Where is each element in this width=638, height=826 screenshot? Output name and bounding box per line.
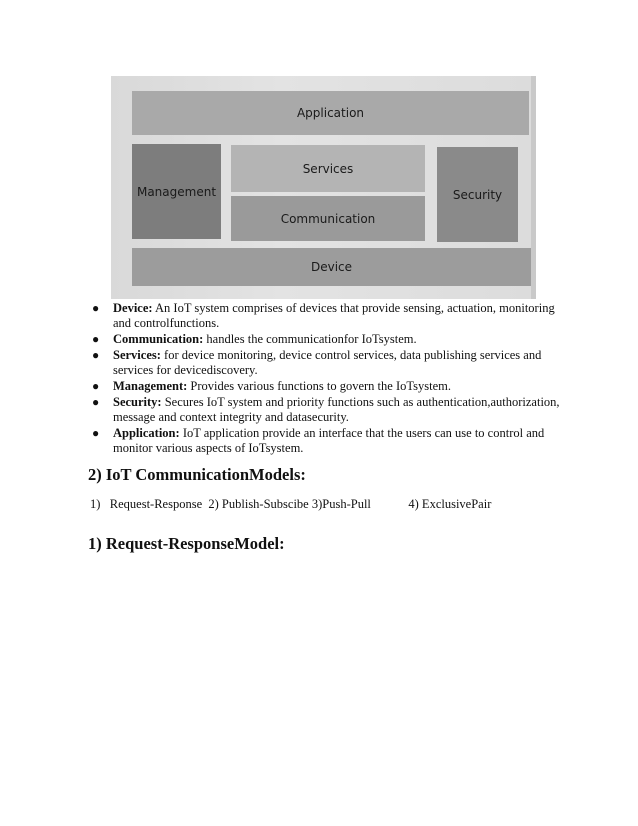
bullet-text: IoT application provide an interface that the users can use to control and monitor various aspects of IoTsystem. [113, 426, 545, 455]
bullet-icon: ● [92, 348, 100, 362]
bullet-term: Management: [113, 379, 188, 393]
list-item [90, 379, 570, 394]
application-layer [132, 91, 529, 135]
security-block [437, 147, 518, 242]
models-list-line: 1) Request-Response 2) Publish-Subscibe 3)Push-Pull 4) ExclusivePair [90, 497, 492, 511]
bullet-term: Services: [113, 348, 161, 362]
services-layer [231, 145, 425, 192]
layer-description-list [90, 301, 570, 457]
management-label: Management [136, 184, 217, 199]
communication-layer [231, 196, 425, 241]
bullet-term: Security: [113, 395, 162, 409]
section-heading-communication-models: 2) IoT CommunicationModels: [88, 465, 306, 484]
list-item [90, 332, 570, 347]
section-heading-request-response: 1) Request-ResponseModel: [88, 534, 285, 553]
bullet-text: for device monitoring, device control services, data publishing services and services for devicediscovery. [113, 348, 542, 377]
bullet-icon: ● [92, 379, 100, 393]
device-label: Device [310, 260, 353, 274]
security-label: Security [452, 187, 503, 202]
list-item [90, 426, 570, 456]
bullet-text: An IoT system comprises of devices that provide sensing, actuation, monitoring and controlfunctions. [113, 301, 555, 330]
bullet-icon: ● [92, 395, 100, 409]
photo-edge [531, 76, 536, 299]
communication-label: Communication [280, 211, 376, 226]
list-item [90, 348, 570, 378]
services-label: Services [302, 161, 354, 176]
bullet-icon: ● [92, 332, 100, 346]
bullet-term: Communication: [113, 332, 204, 346]
iot-architecture-diagram [111, 76, 536, 299]
list-item [90, 301, 570, 331]
device-layer [132, 248, 531, 286]
bullet-term: Application: [113, 426, 180, 440]
management-block [132, 144, 221, 239]
application-label: Application [296, 106, 365, 120]
bullet-icon: ● [92, 426, 100, 440]
bullet-text: Provides various functions to govern the IoTsystem. [187, 379, 451, 393]
list-item [90, 395, 570, 425]
bullet-text: Secures IoT system and priority functions such as authentication,authorization, message and context integrity and datasecurity. [113, 395, 560, 424]
bullet-icon: ● [92, 301, 100, 315]
bullet-term: Device: [113, 301, 153, 315]
bullet-text: handles the communicationfor IoTsystem. [203, 332, 417, 346]
